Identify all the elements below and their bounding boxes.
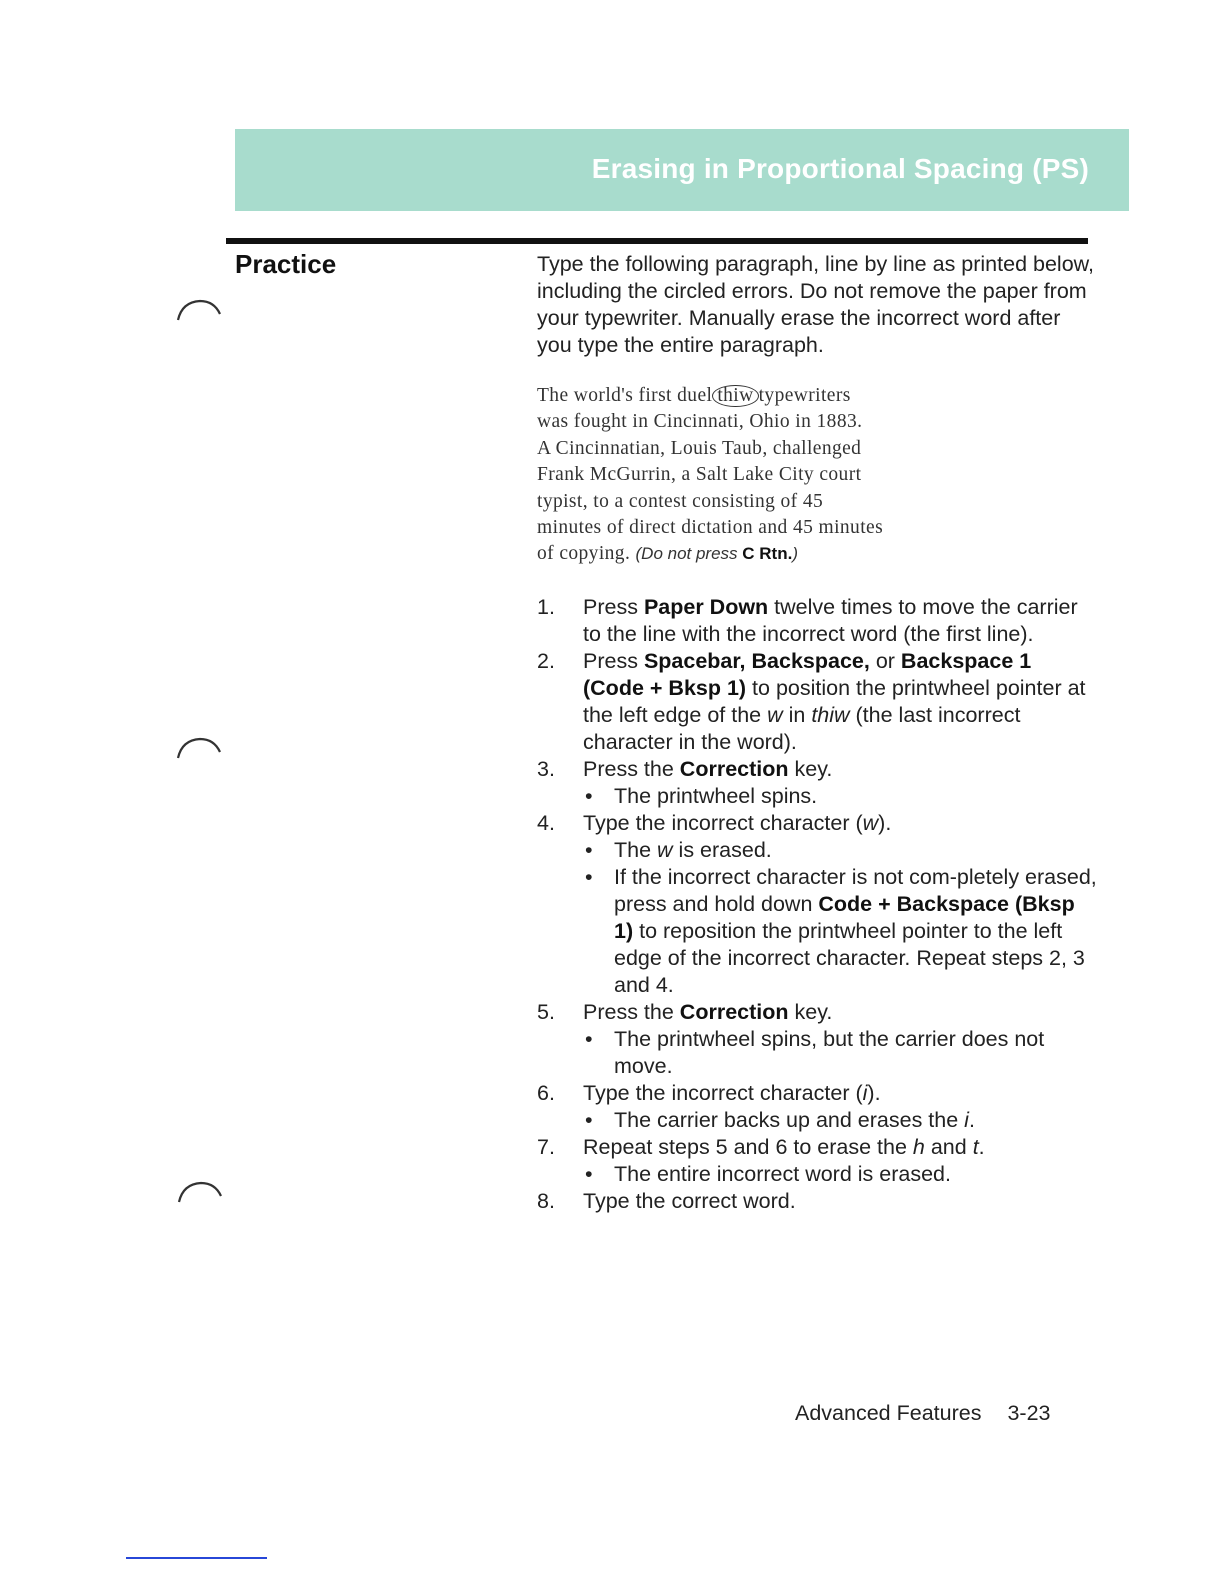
step-number: 6.: [537, 1080, 555, 1105]
main-column: [537, 251, 1097, 1215]
sub-bullets: [583, 1107, 1097, 1134]
bullet-item: • The entire incorrect word is erased.: [585, 1161, 951, 1186]
sample-line: minutes of direct dictation and 45 minutes: [537, 517, 884, 539]
bullet-item: • The carrier backs up and erases the i.: [585, 1107, 975, 1132]
bullet-item: • If the incorrect character is not com-pletely erased, press and hold down Code + Backspace (Bksp 1) to reposition the printwheel pointer to the left edge of the incorrect character. Repeat steps 2, 3 and 4.: [585, 864, 1097, 997]
steps-list: [537, 594, 1097, 1215]
sample-text: The world's first duel: [537, 385, 713, 406]
bullet-item: • The printwheel spins.: [585, 783, 818, 808]
sub-bullets: [583, 837, 1097, 999]
step-number: 4.: [537, 810, 555, 835]
sub-bullets: [583, 1026, 1097, 1080]
intro-paragraph: Type the following paragraph, line by line as printed below, including the circled errors. Do not remove the paper from your typewriter. Manually erase the incorrect word after you type the entire paragraph.: [537, 252, 1094, 357]
bullet-icon: •: [585, 783, 593, 808]
bullet-icon: •: [585, 1107, 593, 1132]
sample-line: A Cincinnatian, Louis Taub, challenged: [537, 437, 862, 459]
practice-sample: [537, 383, 1097, 568]
step-number: 8.: [537, 1188, 555, 1213]
page-number: 3-23: [1007, 1401, 1051, 1425]
sample-note: (Do not press C Rtn.): [635, 544, 798, 564]
step-item: 5. Press the Correction key. • The printwheel spins, but the carrier does not move.: [537, 999, 1097, 1080]
step-item: 1. Press Paper Down twelve times to move the carrier to the line with the incorrect word (the first line).: [537, 594, 1078, 646]
step-item: 4. Type the incorrect character (w). • The w is erased. • If the incorrect character is not com-pletely erased, press and hold down Code + Backspace (Bksp 1) to reposition the printwheel pointer to the left edge of the incorrect character. Repeat steps 2, 3 and 4.: [537, 810, 1097, 997]
header-banner: [235, 129, 1129, 211]
step-number: 7.: [537, 1134, 555, 1159]
step-item: 3. Press the Correction key. • The printwheel spins.: [537, 756, 1097, 810]
bullet-icon: •: [585, 1026, 593, 1051]
step-number: 3.: [537, 756, 555, 781]
page-footer: [795, 1401, 1051, 1426]
sample-line: typist, to a contest consisting of 45: [537, 490, 824, 512]
binder-hole-icon: [176, 298, 222, 322]
chapter-name: Advanced Features: [795, 1401, 982, 1425]
sample-line: was fought in Cincinnati, Ohio in 1883.: [537, 411, 863, 433]
sample-text: typewriters: [758, 385, 851, 406]
step-number: 2.: [537, 648, 555, 673]
binder-hole-icon: [177, 1180, 223, 1204]
section-label: Practice: [235, 249, 337, 279]
bullet-item: • The w is erased.: [585, 837, 772, 862]
sub-bullets: [583, 783, 1097, 810]
binder-hole-icon: [176, 736, 222, 760]
step-item: 8. Type the correct word.: [537, 1188, 796, 1213]
bullet-icon: •: [585, 864, 593, 889]
bullet-icon: •: [585, 837, 593, 862]
bullet-item: • The printwheel spins, but the carrier does not move.: [585, 1026, 1045, 1078]
step-item: 7. Repeat steps 5 and 6 to erase the h and t. • The entire incorrect word is erased.: [537, 1134, 1097, 1188]
bullet-icon: •: [585, 1161, 593, 1186]
sub-bullets: [583, 1161, 1097, 1188]
sample-line: Frank McGurrin, a Salt Lake City court: [537, 464, 862, 486]
sample-text: of copying.: [537, 543, 631, 565]
scan-edge-line: [126, 1557, 267, 1559]
section-divider: [226, 238, 1088, 244]
step-number: 1.: [537, 594, 555, 619]
page-title: Erasing in Proportional Spacing (PS): [591, 153, 1089, 184]
sample-line: [537, 383, 1097, 409]
step-item: 2. Press Spacebar, Backspace, or Backspace 1 (Code + Bksp 1) to position the printwheel pointer at the left edge of the w in thiw (the last incorrect character in the word).: [537, 648, 1086, 754]
step-item: 6. Type the incorrect character (i). • The carrier backs up and erases the i.: [537, 1080, 1097, 1134]
circled-error: thiw: [712, 385, 758, 407]
step-number: 5.: [537, 999, 555, 1024]
sample-line: [537, 541, 1097, 567]
